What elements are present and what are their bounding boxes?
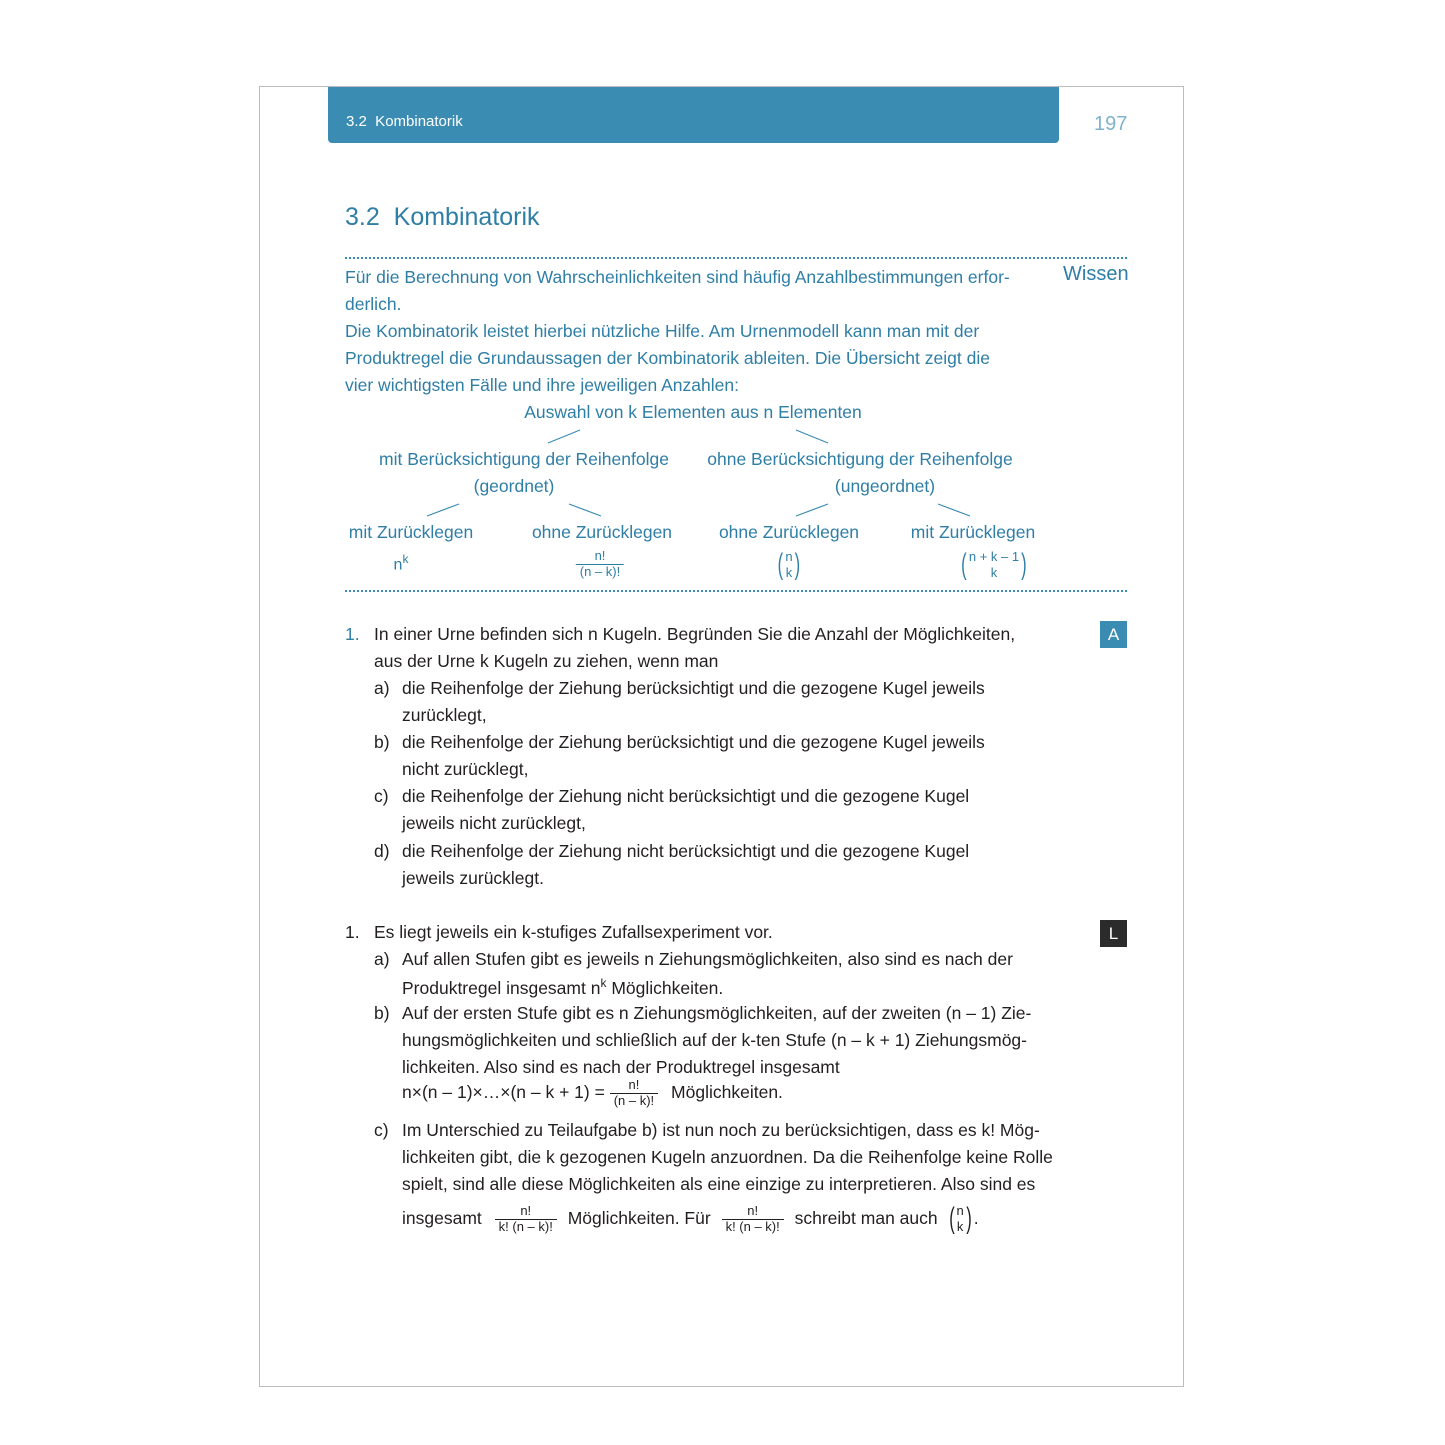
wissen-line: vier wichtigsten Fälle und ihre jeweiligen Anzahlen: <box>345 375 739 395</box>
solution-line: Auf allen Stufen gibt es jeweils n Ziehungsmöglichkeiten, also sind es nach der <box>402 949 1013 969</box>
formula-binomial-repetition: ( n + k – 1 k ) <box>961 548 1027 582</box>
fraction: $\frac{n!}{k! (n - k)!}$ <box>722 1204 784 1235</box>
solution-line: Produktregel insgesamt $n^k$ Möglichkeiten. <box>402 976 724 998</box>
task-item-label: a) <box>374 678 390 698</box>
wissen-label: Wissen <box>1063 263 1129 285</box>
fraction: $\frac{n!}{k! (n - k)!}$ <box>495 1204 557 1235</box>
fraction: $\frac{n!}{(n - k)!}$ <box>610 1078 658 1109</box>
tree-node-unordered: ohne Berücksichtigung der Reihenfolge <box>707 449 1013 469</box>
task-item-line: die Reihenfolge der Ziehung berücksichtigt und die gezogene Kugel jeweils <box>402 678 985 698</box>
task-item-line: die Reihenfolge der Ziehung nicht berücksichtigt und die gezogene Kugel <box>402 786 970 806</box>
solution-line: lichkeiten. Also sind es nach der Produktregel insgesamt <box>402 1057 840 1077</box>
tree-leaf-label: mit Zurücklegen <box>348 522 474 542</box>
page-number: 197 <box>1094 113 1128 135</box>
task-item-line: jeweils nicht zurücklegt, <box>402 813 586 833</box>
task-item-line: die Reihenfolge der Ziehung nicht berücksichtigt und die gezogene Kugel <box>402 841 970 861</box>
wissen-line: Für die Berechnung von Wahrscheinlichkeiten sind häufig Anzahlbestimmungen erfor- <box>345 267 1010 287</box>
task-item-line: die Reihenfolge der Ziehung berücksichtigt und die gezogene Kugel jeweils <box>402 732 985 752</box>
binomial: ( n k ) <box>948 1202 972 1236</box>
wissen-line: Produktregel die Grundaussagen der Kombinatorik ableiten. Die Übersicht zeigt die <box>345 348 990 368</box>
tree-edge <box>427 504 459 516</box>
tree-node-ordered-sub: (geordnet) <box>473 476 555 496</box>
task-intro-line: aus der Urne k Kugeln zu ziehen, wenn man <box>374 651 719 671</box>
solution-line: lichkeiten gibt, die k gezogenen Kugeln anzuordnen. Da die Reihenfolge keine Rolle <box>402 1147 1053 1167</box>
task-item-label: b) <box>374 732 390 752</box>
solution-badge: L <box>1100 920 1127 947</box>
tree-edge <box>569 504 601 516</box>
formula-permutation: $\frac{n!}{(n - k)!}$ <box>576 549 624 580</box>
formula-power: $n^k$ <box>393 552 409 574</box>
solution-number: 1. <box>345 922 360 942</box>
wissen-bottom-divider <box>345 590 1127 592</box>
solution-line: Auf der ersten Stufe gibt es n Ziehungsmöglichkeiten, auf der zweiten (n – 1) Zie- <box>402 1003 1032 1023</box>
solution-line: hungsmöglichkeiten und schließlich auf der k-ten Stufe (n – k + 1) Ziehungsmög- <box>402 1030 1027 1050</box>
tree-node-unordered-sub: (ungeordnet) <box>834 476 936 496</box>
tree-edge <box>938 504 970 516</box>
solution-formula-line: n×(n – 1)×…×(n – k + 1) = $\frac{n!}{(n - k)!}$ Möglichkeiten. <box>402 1077 783 1108</box>
tree-leaf-label: ohne Zurücklegen <box>531 522 673 542</box>
tree-leaf-label: mit Zurücklegen <box>910 522 1036 542</box>
chapter-header-title: 3.2 Kombinatorik <box>346 113 463 130</box>
task-badge: A <box>1100 621 1127 648</box>
solution-formula-line: insgesamt $\frac{n!}{k! (n - k)!}$ Möglichkeiten. Für $\frac{n!}{k! (n - k)!}$ schreibt man auch ( n k ) . <box>402 1202 979 1236</box>
solution-item-label: a) <box>374 949 390 969</box>
solution-item-label: c) <box>374 1120 389 1140</box>
tree-root: Auswahl von k Elementen aus n Elementen <box>524 402 862 422</box>
tree-node-ordered: mit Berücksichtigung der Reihenfolge <box>379 449 669 469</box>
task-number: 1. <box>345 624 360 644</box>
formula-binomial: ( n k ) <box>777 548 801 582</box>
tree-edge <box>796 504 828 516</box>
solution-item-label: b) <box>374 1003 390 1023</box>
tree-edge <box>796 430 828 443</box>
wissen-line: Die Kombinatorik leistet hierbei nützliche Hilfe. Am Urnenmodell kann man mit der <box>345 321 980 341</box>
tree-leaf-label: ohne Zurücklegen <box>718 522 860 542</box>
solution-line: spielt, sind alle diese Möglichkeiten als eine einzige zu interpretieren. Also sind es <box>402 1174 1036 1194</box>
task-item-line: zurücklegt, <box>402 705 487 725</box>
solution-line: Im Unterschied zu Teilaufgabe b) ist nun noch zu berücksichtigen, dass es k! Mög- <box>402 1120 1040 1140</box>
wissen-line: derlich. <box>345 294 402 314</box>
task-item-label: c) <box>374 786 389 806</box>
solution-intro: Es liegt jeweils ein k-stufiges Zufallsexperiment vor. <box>374 922 773 942</box>
task-item-label: d) <box>374 841 390 861</box>
tree-edge <box>548 430 580 443</box>
task-intro-line: In einer Urne befinden sich n Kugeln. Begründen Sie die Anzahl der Möglichkeiten, <box>374 624 1016 644</box>
task-item-line: nicht zurücklegt, <box>402 759 529 779</box>
section-title: 3.2 Kombinatorik <box>345 203 540 231</box>
task-item-line: jeweils zurücklegt. <box>402 868 544 888</box>
